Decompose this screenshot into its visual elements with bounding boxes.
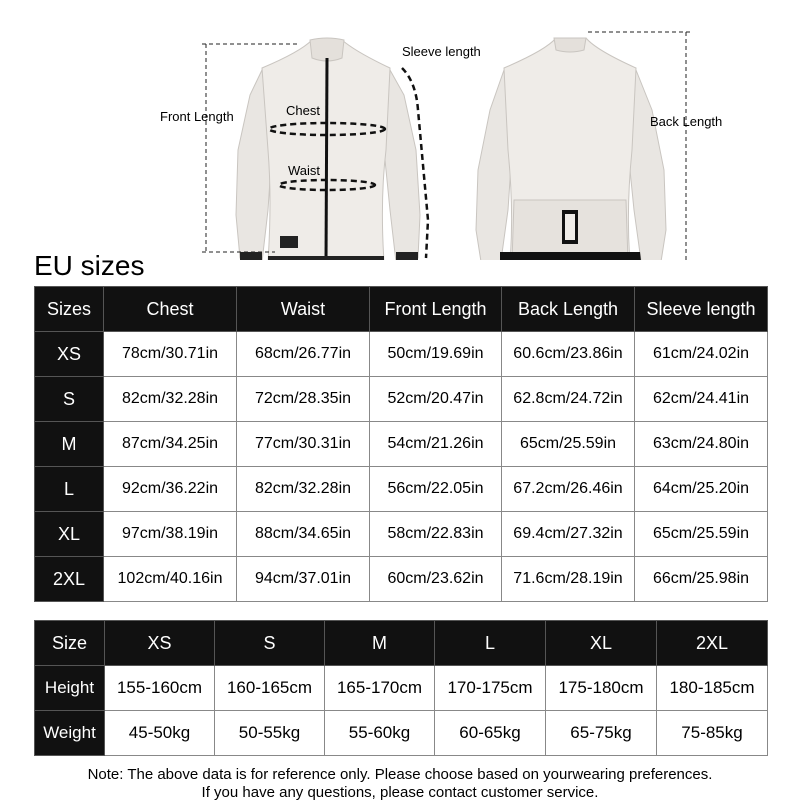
sleeve-length-label: Sleeve length	[402, 44, 481, 59]
height-cell: 155-160cm	[105, 666, 215, 711]
size-chart-table	[34, 286, 768, 602]
sleeve-length-cell: 63cm/24.80in	[635, 422, 768, 467]
waist-cell: 68cm/26.77in	[237, 332, 370, 377]
size-table-header-row	[35, 287, 768, 332]
waist-cell: 88cm/34.65in	[237, 512, 370, 557]
back-length-label: Back Length	[650, 114, 723, 129]
sleeve-length-cell: 61cm/24.02in	[635, 332, 768, 377]
height-cell: 165-170cm	[325, 666, 435, 711]
sleeve-length-cell: 66cm/25.98in	[635, 557, 768, 602]
row-size-label: S	[35, 377, 104, 422]
back-length-cell: 69.4cm/27.32in	[502, 512, 635, 557]
front-jacket-image	[236, 38, 420, 260]
height-weight-table	[34, 620, 768, 756]
table-row	[35, 377, 768, 422]
row-size-label: XL	[35, 512, 104, 557]
chest-cell: 92cm/36.22in	[104, 467, 237, 512]
sleeve-length-cell: 62cm/24.41in	[635, 377, 768, 422]
header-m: M	[325, 621, 435, 666]
table-row	[35, 332, 768, 377]
header-l: L	[435, 621, 546, 666]
hw-table-header-row	[35, 621, 768, 666]
waist-cell: 82cm/32.28in	[237, 467, 370, 512]
table-row	[35, 422, 768, 467]
height-cell: 160-165cm	[215, 666, 325, 711]
table-row	[35, 711, 768, 756]
header-s: S	[215, 621, 325, 666]
chest-cell: 87cm/34.25in	[104, 422, 237, 467]
back-length-cell: 62.8cm/24.72in	[502, 377, 635, 422]
front-length-cell: 54cm/21.26in	[370, 422, 502, 467]
weight-cell: 55-60kg	[325, 711, 435, 756]
weight-cell: 50-55kg	[215, 711, 325, 756]
back-length-cell: 60.6cm/23.86in	[502, 332, 635, 377]
weight-row-label: Weight	[35, 711, 105, 756]
front-length-cell: 60cm/23.62in	[370, 557, 502, 602]
header-front-length: Front Length	[370, 287, 502, 332]
note-line-1: Note: The above data is for reference only. Please choose based on yourwearing preferences.	[87, 766, 713, 783]
header-size: Size	[35, 621, 105, 666]
table-row	[35, 467, 768, 512]
sleeve-length-cell: 64cm/25.20in	[635, 467, 768, 512]
jacket-measurement-diagram	[0, 0, 800, 260]
chest-cell: 82cm/32.28in	[104, 377, 237, 422]
height-cell: 180-185cm	[657, 666, 768, 711]
jacket-illustration	[0, 0, 800, 260]
header-sleeve-length: Sleeve length	[635, 287, 768, 332]
height-cell: 170-175cm	[435, 666, 546, 711]
height-row-label: Height	[35, 666, 105, 711]
table-row	[35, 512, 768, 557]
weight-cell: 75-85kg	[657, 711, 768, 756]
weight-cell: 45-50kg	[105, 711, 215, 756]
height-cell: 175-180cm	[546, 666, 657, 711]
eu-sizes-title: EU sizes	[34, 250, 145, 281]
waist-cell: 94cm/37.01in	[237, 557, 370, 602]
row-size-label: 2XL	[35, 557, 104, 602]
chest-label: Chest	[286, 103, 320, 118]
chest-cell: 102cm/40.16in	[104, 557, 237, 602]
front-length-cell: 56cm/22.05in	[370, 467, 502, 512]
front-length-label: Front Length	[160, 109, 234, 124]
back-length-cell: 71.6cm/28.19in	[502, 557, 635, 602]
back-length-cell: 67.2cm/26.46in	[502, 467, 635, 512]
waist-cell: 77cm/30.31in	[237, 422, 370, 467]
header-xs: XS	[105, 621, 215, 666]
chest-cell: 97cm/38.19in	[104, 512, 237, 557]
header-back-length: Back Length	[502, 287, 635, 332]
back-jacket-image	[476, 38, 666, 260]
sleeve-length-cell: 65cm/25.59in	[635, 512, 768, 557]
weight-cell: 60-65kg	[435, 711, 546, 756]
chest-cell: 78cm/30.71in	[104, 332, 237, 377]
front-length-cell: 52cm/20.47in	[370, 377, 502, 422]
header-chest: Chest	[104, 287, 237, 332]
header-waist: Waist	[237, 287, 370, 332]
waist-cell: 72cm/28.35in	[237, 377, 370, 422]
note-line-2: If you have any questions, please contact customer service.	[201, 784, 599, 801]
header-2xl: 2XL	[657, 621, 768, 666]
front-length-cell: 58cm/22.83in	[370, 512, 502, 557]
row-size-label: M	[35, 422, 104, 467]
row-size-label: L	[35, 467, 104, 512]
table-row	[35, 666, 768, 711]
header-sizes: Sizes	[35, 287, 104, 332]
front-length-cell: 50cm/19.69in	[370, 332, 502, 377]
back-length-cell: 65cm/25.59in	[502, 422, 635, 467]
waist-label: Waist	[288, 163, 321, 178]
row-size-label: XS	[35, 332, 104, 377]
header-xl: XL	[546, 621, 657, 666]
table-row	[35, 557, 768, 602]
weight-cell: 65-75kg	[546, 711, 657, 756]
